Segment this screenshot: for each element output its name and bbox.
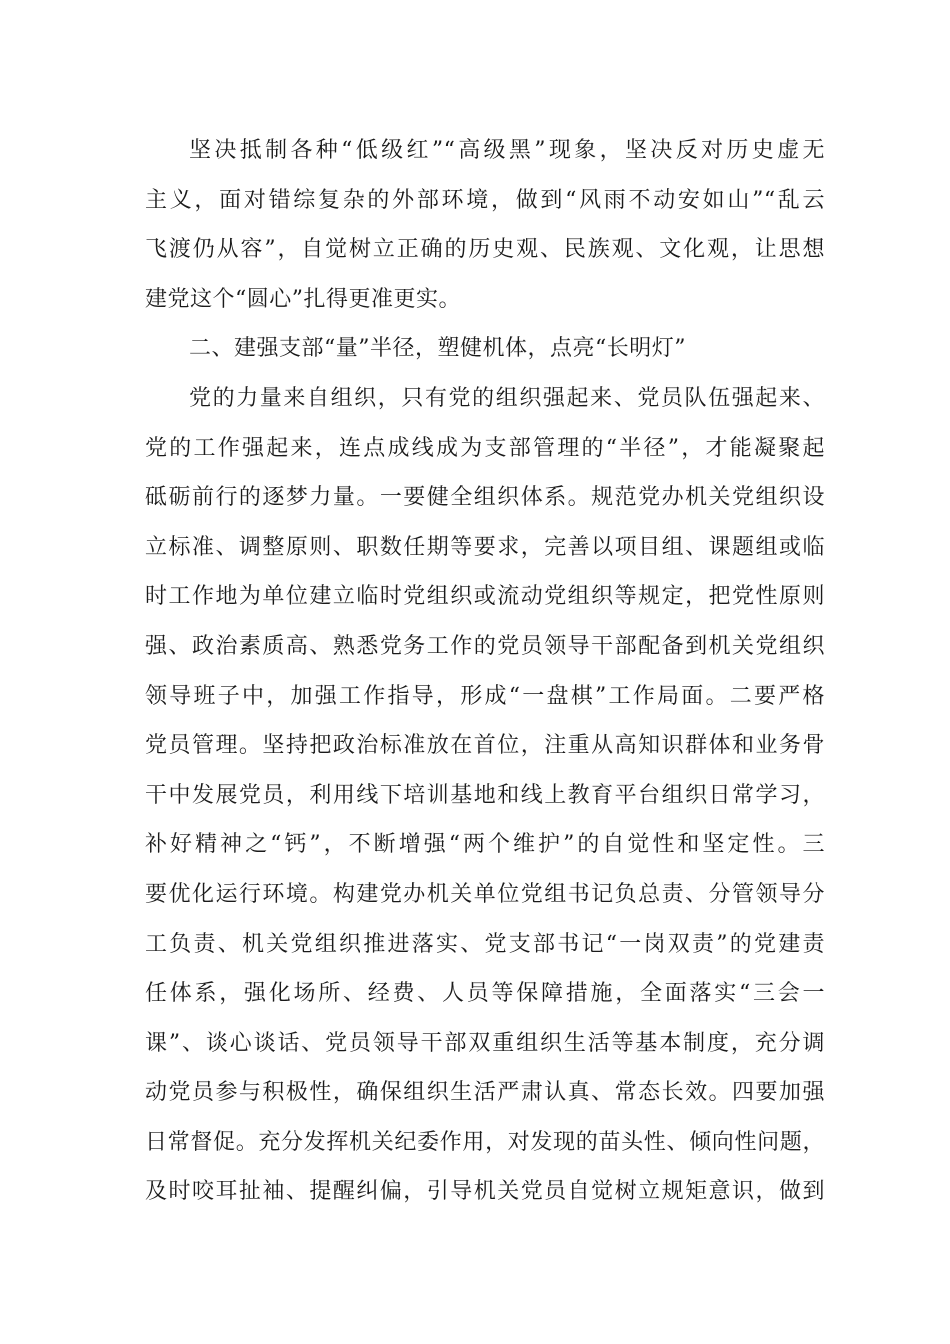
paragraph-line: 动党员参与积极性，确保组织生活严肃认真、常态长效。四要加强	[145, 1080, 825, 1106]
paragraph-line: 领导班子中，加强工作指导，形成“一盘棋”工作局面。二要严格	[145, 683, 825, 709]
paragraph-line: 党的工作强起来，连点成线成为支部管理的“半径”，才能凝聚起	[145, 435, 825, 461]
paragraph-line: 补好精神之“钙”，不断增强“两个维护”的自觉性和坚定性。三	[145, 832, 825, 858]
paragraph-line: 要优化运行环境。构建党办机关单位党组书记负总责、分管领导分	[145, 881, 825, 907]
paragraph-line: 及时咬耳扯袖、提醒纠偏，引导机关党员自觉树立规矩意识，做到	[145, 1179, 825, 1205]
paragraph-line: 任体系，强化场所、经费、人员等保障措施，全面落实“三会一	[145, 981, 825, 1007]
paragraph-line: 课”、谈心谈话、党员领导干部双重组织生活等基本制度，充分调	[145, 1030, 825, 1056]
paragraph-line: 干中发展党员，利用线下培训基地和线上教育平台组织日常学习，	[145, 782, 825, 808]
paragraph-line: 主义，面对错综复杂的外部环境，做到“风雨不动安如山”“乱云	[145, 187, 825, 213]
document-body	[145, 126, 825, 1217]
paragraph-line: 工负责、机关党组织推进落实、党支部书记“一岗双责”的党建责	[145, 931, 825, 957]
paragraph-line: 砥砺前行的逐梦力量。一要健全组织体系。规范党办机关党组织设	[145, 485, 825, 511]
paragraph-line: 飞渡仍从容”，自觉树立正确的历史观、民族观、文化观，让思想	[145, 237, 825, 263]
paragraph-line: 党的力量来自组织，只有党的组织强起来、党员队伍强起来、	[189, 385, 825, 411]
paragraph-line: 日常督促。充分发挥机关纪委作用，对发现的苗头性、倾向性问题，	[145, 1129, 825, 1155]
paragraph-line: 建党这个“圆心”扎得更准更实。	[145, 286, 461, 312]
paragraph-line: 坚决抵制各种“低级红”“高级黑”现象，坚决反对历史虚无	[189, 138, 825, 163]
paragraph-line: 时工作地为单位建立临时党组织或流动党组织等规定，把党性原则	[145, 584, 825, 610]
paragraph-line: 立标准、调整原则、职数任期等要求，完善以项目组、课题组或临	[145, 534, 825, 560]
paragraph-line: 强、政治素质高、熟悉党务工作的党员领导干部配备到机关党组织	[145, 633, 825, 659]
paragraph-line: 党员管理。坚持把政治标准放在首位，注重从高知识群体和业务骨	[145, 733, 825, 759]
section-heading: 二、建强支部“量”半径，塑健机体，点亮“长明灯”	[189, 336, 686, 362]
